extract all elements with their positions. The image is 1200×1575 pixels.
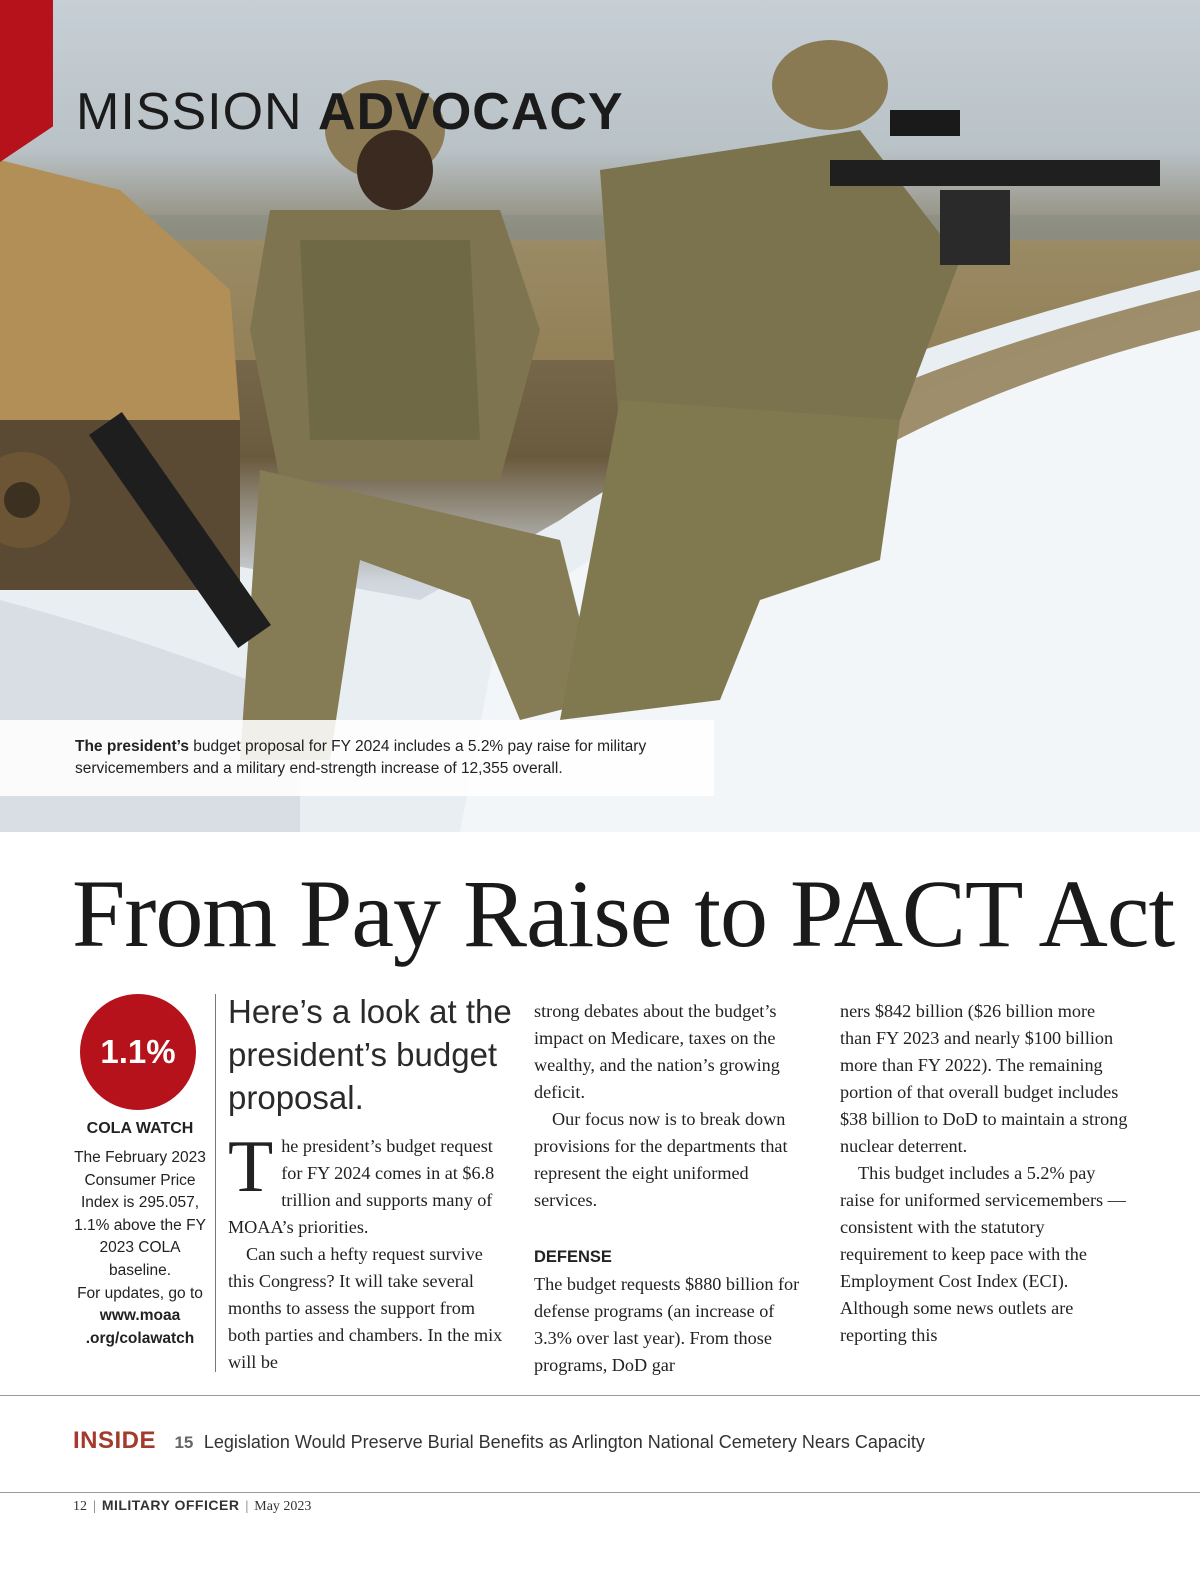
cola-watch-text: The February 2023 Consumer Price Index is 295.057, 1.1% above the FY 2023 COLA baseline. (74, 1149, 206, 1279)
section-label-bold: ADVOCACY (318, 83, 624, 141)
cola-watch-updates: For updates, go to (77, 1284, 203, 1302)
page-folio: 12 | MILITARY OFFICER | May 2023 (73, 1497, 312, 1514)
section-label (76, 82, 624, 142)
sidebar-divider (215, 994, 216, 1372)
drop-cap: T (228, 1126, 274, 1208)
article-column-1 (228, 1126, 510, 1376)
photo-caption-lead: The president’s (75, 738, 189, 755)
inside-teaser[interactable] (73, 1427, 925, 1455)
photo-caption (0, 720, 714, 796)
paragraph-congress: Can such a hefty request survive this Congress? It will take several months to assess the support from both parties and chambers. In the mix will be (228, 1244, 503, 1372)
folio-publication: MILITARY OFFICER (101, 1497, 240, 1513)
inside-label: INSIDE (73, 1427, 157, 1454)
inside-page-number: 15 (174, 1433, 194, 1452)
article-headline: From Pay Raise to PACT Act (72, 860, 1175, 967)
article-column-2 (534, 998, 816, 1379)
cola-badge: 1.1% (80, 994, 196, 1110)
cola-watch-link[interactable]: www.moaa .org/colawatch (85, 1307, 195, 1347)
cola-watch-title: COLA WATCH (86, 1120, 194, 1137)
paragraph-pay-raise: This budget includes a 5.2% pay raise for uniformed servicemembers — consistent with the statutory requirement to keep pace with the Employment Cost Index (ECI). Although some news outlets are reporting this (840, 1163, 1126, 1345)
inside-top-rule (0, 1395, 1200, 1396)
paragraph-continued: strong debates about the budget’s impact on Medicare, taxes on the wealthy, and the nation’s growing deficit. (534, 1001, 780, 1102)
photo-caption-text: budget proposal for FY 2024 includes a 5.2% pay raise for military servicemembers and a military end-strength increase of 12,355 overall. (75, 738, 647, 777)
paragraph-defense: The budget requests $880 billion for defense programs (an increase of 3.3% over last year). From those programs, DoD gar (534, 1274, 800, 1375)
folio-page-number: 12 (73, 1499, 87, 1514)
folio-date: May 2023 (254, 1499, 312, 1514)
inside-headline: Legislation Would Preserve Burial Benefits as Arlington National Cemetery Nears Capacity (203, 1432, 925, 1452)
subhead-defense: DEFENSE (534, 1248, 612, 1266)
folio-rule (0, 1492, 1200, 1493)
paragraph-defense-continued: ners $842 billion ($26 billion more than FY 2023 and nearly $100 billion more than FY 2022). The remaining portion of that overall budget includes $38 billion to DoD to maintain a strong nuclear deterrent. (840, 1001, 1128, 1156)
article-column-3 (840, 998, 1130, 1349)
paragraph-intro: he president’s budget request for FY 2024 comes in at $6.8 trillion and supports many of MOAA’s priorities. (228, 1136, 495, 1237)
section-label-light: MISSION (76, 83, 319, 141)
article-deck: Here’s a look at the president’s budget proposal. (228, 993, 512, 1116)
cola-watch-body (70, 1147, 210, 1350)
paragraph-focus: Our focus now is to break down provisions for the departments that represent the eight uniformed services. (534, 1109, 788, 1210)
